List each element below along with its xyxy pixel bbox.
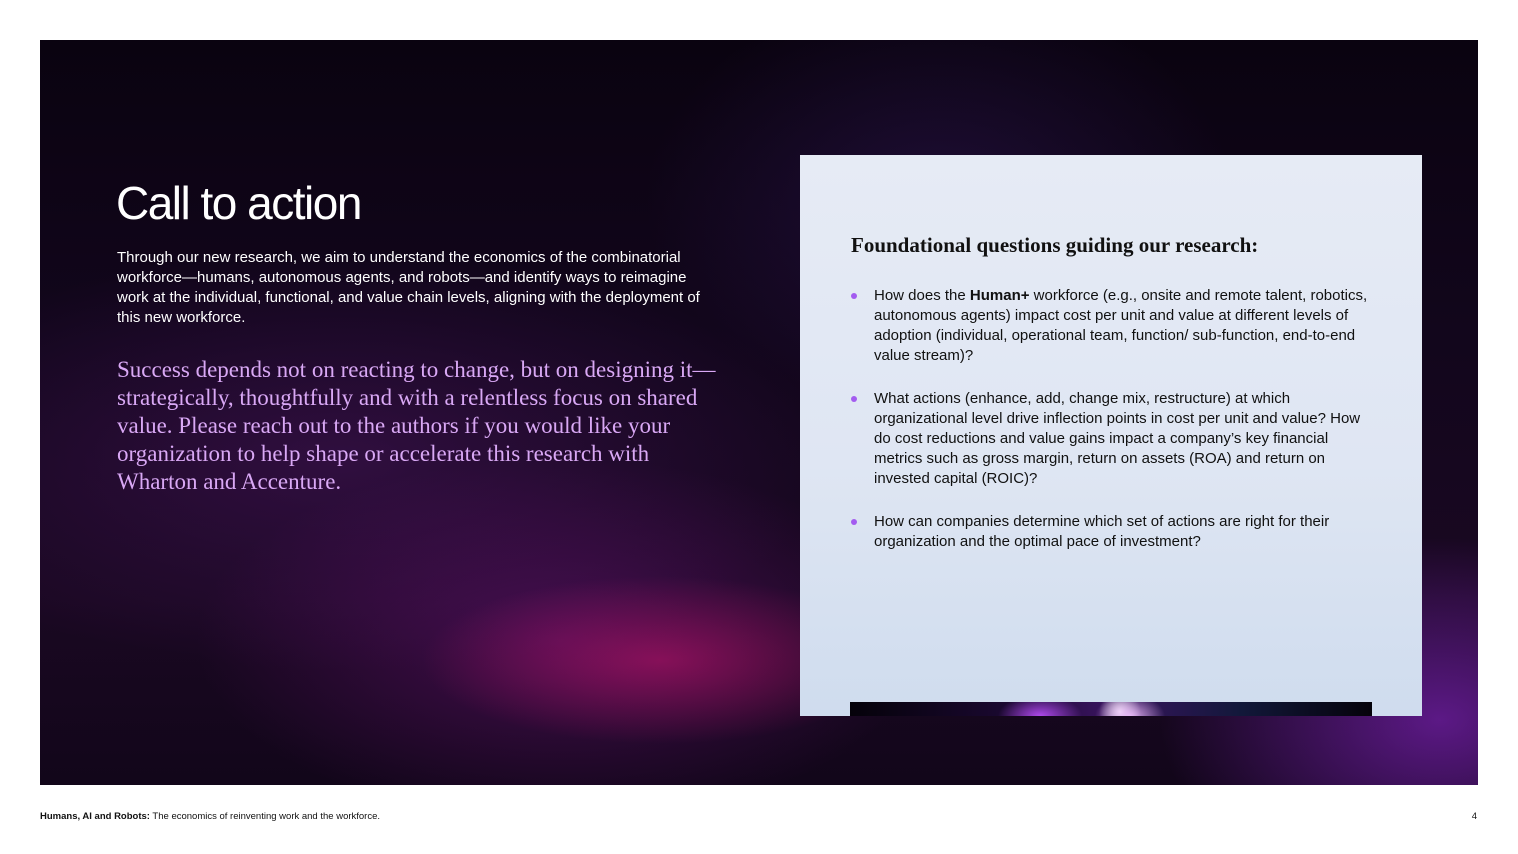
questions-panel [800, 155, 1422, 716]
bullet-dot-icon [851, 293, 857, 299]
footer-report-name: Humans, AI and Robots: [40, 811, 150, 822]
panel-image-strip [850, 702, 1372, 716]
question-text: How can companies determine which set of actions are right for their organization and the optimal pace of investment? [874, 513, 1330, 550]
question-text: What actions (enhance, add, change mix, restructure) at which organizational level drive inflection points in cost per unit and value? How do cost reductions and value gains impact a company’s key financial metrics such as gross margin, return on assets (ROA) and return on invested capital (ROIC)? [874, 390, 1361, 487]
question-item [851, 286, 1371, 366]
hero-banner [40, 40, 1478, 785]
page-title: Call to action [116, 177, 361, 229]
bullet-dot-icon [851, 396, 857, 402]
bullet-dot-icon [851, 519, 857, 525]
question-text-bold: Human+ [969, 287, 1030, 304]
pull-quote: Success depends not on reacting to change, but on designing it—strategically, thoughtfully and with a relentless focus on shared value. Please reach out to the authors if you would like your organization to help shape or accelerate this research with Wharton and Accenture. [117, 357, 716, 494]
intro-paragraph: Through our new research, we aim to understand the economics of the combinatorial workforce—humans, autonomous agents, and robots—and identify ways to reimagine work at the individual, functional, and value chain levels, aligning with the deployment of this new workforce. [117, 249, 700, 326]
footer-subtitle: The economics of reinventing work and the workforce. [149, 811, 381, 822]
question-text-before: How does the [874, 287, 970, 304]
page-number: 4 [1471, 811, 1477, 822]
question-item [851, 512, 1371, 552]
question-list [851, 286, 1371, 575]
footer-title [40, 811, 380, 822]
question-text-after: workforce (e.g., onsite and remote talent, robotics, autonomous agents) impact cost per unit and value at different levels of adoption (individual, operational team, function/ sub-function, end-to-end value stream)? [874, 287, 1368, 364]
question-item [851, 389, 1371, 489]
panel-heading: Foundational questions guiding our research: [851, 233, 1259, 257]
